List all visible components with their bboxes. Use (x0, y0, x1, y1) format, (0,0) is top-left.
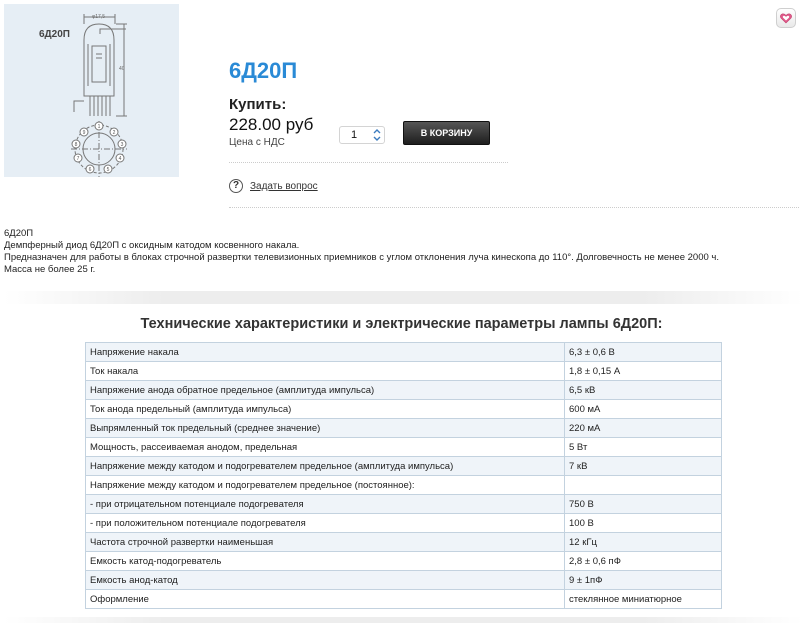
spec-param: Мощность, рассеиваемая анодом, предельная (86, 438, 565, 457)
tube-diagram (4, 4, 179, 177)
table-row (86, 571, 722, 590)
spec-param: Напряжение накала (86, 343, 565, 362)
spec-value (565, 476, 722, 495)
spec-value: 12 кГц (565, 533, 722, 552)
table-row (86, 590, 722, 609)
price: 228.00 руб (229, 115, 314, 134)
divider (229, 207, 799, 208)
pin-label: 4 (118, 156, 122, 162)
pin-label: 3 (120, 142, 124, 148)
divider (229, 162, 508, 163)
table-row (86, 400, 722, 419)
product-description (4, 228, 719, 276)
table-row (86, 362, 722, 381)
pin-label: 1 (97, 124, 101, 130)
spec-value: стеклянное миниатюрное (565, 590, 722, 609)
chevron-up-icon[interactable] (373, 128, 381, 135)
spec-value: 750 В (565, 495, 722, 514)
table-row (86, 476, 722, 495)
spec-value: 600 мА (565, 400, 722, 419)
pin-label: 5 (106, 167, 110, 173)
spec-value: 9 ± 1пФ (565, 571, 722, 590)
add-to-cart-button[interactable]: В КОРЗИНУ (403, 121, 490, 145)
dim-side-label: 40 (119, 66, 125, 72)
table-row (86, 552, 722, 571)
pin-label: 7 (76, 156, 80, 162)
description-line: Масса не более 25 г. (4, 264, 96, 275)
vat-note: Цена с НДС (229, 137, 285, 148)
table-row (86, 457, 722, 476)
section-divider (4, 291, 803, 304)
specs-table (85, 342, 722, 609)
description-line: Предназначен для работы в блоках строчной развертки телевизионных приемников с углом отклонения луча кинескопа до 110°. Долговечность не менее 2000 ч. (4, 252, 720, 263)
tube-label: 6Д20П (39, 29, 70, 40)
spec-param: Напряжение анода обратное предельное (амплитуда импульса) (86, 381, 565, 400)
buy-label: Купить: (229, 96, 287, 113)
description-line: Демпферный диод 6Д20П с оксидным катодом косвенного накала. (4, 240, 300, 251)
spec-param: Ток накала (86, 362, 565, 381)
spec-value: 100 В (565, 514, 722, 533)
description-line: 6Д20П (4, 228, 34, 239)
spec-param: Емкость анод-катод (86, 571, 565, 590)
question-icon[interactable]: ? (229, 179, 243, 193)
pin-label: 6 (88, 167, 92, 173)
product-image[interactable] (4, 4, 179, 177)
spec-param: Частота строчной развертки наименьшая (86, 533, 565, 552)
table-row (86, 381, 722, 400)
table-row (86, 533, 722, 552)
spec-value: 1,8 ± 0,15 А (565, 362, 722, 381)
specs-title: Технические характеристики и электрические параметры лампы 6Д20П: (140, 316, 663, 332)
pin-label: 9 (82, 130, 86, 136)
quantity-arrows (372, 127, 382, 143)
pin-label: 2 (112, 130, 116, 136)
spec-value: 6,5 кВ (565, 381, 722, 400)
quantity-stepper[interactable] (339, 126, 385, 144)
section-divider (4, 617, 803, 623)
spec-param: Ток анода предельный (амплитуда импульса) (86, 400, 565, 419)
table-row (86, 419, 722, 438)
ask-question-link[interactable]: Задать вопрос (250, 181, 318, 192)
heart-icon (780, 13, 792, 24)
table-row (86, 438, 722, 457)
spec-value: 220 мА (565, 419, 722, 438)
chevron-down-icon[interactable] (373, 135, 381, 142)
spec-value: 7 кВ (565, 457, 722, 476)
spec-param: Напряжение между катодом и подогревателем предельное (амплитуда импульса) (86, 457, 565, 476)
spec-param: Оформление (86, 590, 565, 609)
wishlist-button[interactable] (776, 8, 796, 28)
quantity-value[interactable]: 1 (350, 129, 358, 141)
pin-label: 8 (74, 142, 78, 148)
spec-value: 6,3 ± 0,6 В (565, 343, 722, 362)
spec-param: - при отрицательном потенциале подогревателя (86, 495, 565, 514)
product-title: 6Д20П (229, 58, 298, 83)
spec-param: Напряжение между катодом и подогревателем предельное (постоянное): (86, 476, 565, 495)
spec-value: 2,8 ± 0,6 пФ (565, 552, 722, 571)
table-row (86, 495, 722, 514)
spec-value: 5 Вт (565, 438, 722, 457)
spec-param: Емкость катод-подогреватель (86, 552, 565, 571)
table-row (86, 343, 722, 362)
spec-param: - при положительном потенциале подогревателя (86, 514, 565, 533)
spec-param: Выпрямленный ток предельный (среднее значение) (86, 419, 565, 438)
table-row (86, 514, 722, 533)
dim-top-label: φ17,5 (92, 14, 105, 20)
